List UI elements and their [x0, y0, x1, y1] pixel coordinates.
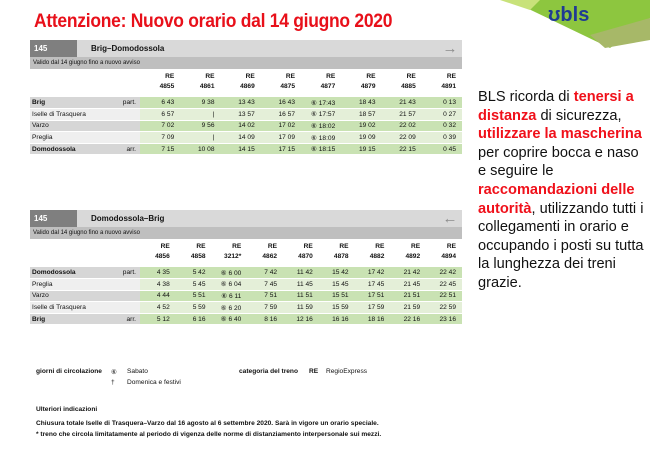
- saturday-label: Sabato: [127, 368, 148, 375]
- table-row: [30, 290, 462, 302]
- time-cell: 13 43: [221, 97, 261, 109]
- time-cell: 12 16: [283, 313, 319, 325]
- time-cell: 0 32: [422, 120, 462, 132]
- notes-heading: Ulteriori indicazioni: [36, 406, 98, 413]
- time-cell: 8 16: [247, 313, 283, 325]
- time-cell: ⑥ 6 20: [212, 302, 248, 314]
- time-cell: 0 45: [422, 143, 462, 155]
- time-cell: ⑥ 6 00: [212, 267, 248, 279]
- timetable: [30, 69, 462, 155]
- train-header: [140, 69, 180, 97]
- line-number: 145: [30, 210, 77, 227]
- train-category: RE: [196, 243, 206, 250]
- time-cell: 18 16: [355, 313, 391, 325]
- time-cell: 21 43: [382, 97, 422, 109]
- time-cell: 6 57: [140, 109, 180, 121]
- stop-type: [105, 302, 140, 314]
- table-row: [30, 279, 462, 291]
- time-cell: 4 35: [140, 267, 176, 279]
- train-category: RE: [160, 243, 170, 250]
- time-cell: 15 51: [319, 290, 355, 302]
- time-cell: 21 42: [390, 267, 426, 279]
- time-cell: 7 09: [140, 132, 180, 144]
- train-category: RE: [326, 73, 336, 80]
- time-cell: 0 27: [422, 109, 462, 121]
- timetable: [30, 239, 462, 325]
- table-row: [30, 302, 462, 314]
- time-cell: 10 08: [180, 143, 220, 155]
- time-cell: 17 09: [261, 132, 301, 144]
- time-cell: 14 02: [221, 120, 261, 132]
- train-category: RE: [410, 243, 421, 250]
- time-cell: 5 12: [140, 313, 176, 325]
- time-cell: 22 42: [426, 267, 462, 279]
- train-category: RE: [446, 243, 456, 250]
- time-cell: 7 59: [247, 302, 283, 314]
- time-cell: 21 59: [390, 302, 426, 314]
- blank-header: [105, 239, 140, 267]
- time-cell: 17 15: [261, 143, 301, 155]
- train-number: 4875: [280, 83, 295, 90]
- msg-text: per coprire bocca e naso e seguire le: [478, 144, 639, 180]
- note-closure: Chiusura totale Iselle di Trasquera–Varzo dal 16 agosto al 6 settembre 2020. Sarà in vigore un orario speciale.: [36, 420, 379, 427]
- time-cell: ⑥ 6 40: [212, 313, 248, 325]
- time-cell: ⑥ 18:09: [301, 132, 341, 144]
- train-number: 4870: [298, 253, 313, 260]
- train-header: [390, 239, 426, 267]
- train-number: 4861: [199, 83, 215, 90]
- line-number: 145: [30, 40, 77, 57]
- time-cell: 11 51: [283, 290, 319, 302]
- table-row: [30, 120, 462, 132]
- time-cell: 17 51: [355, 290, 391, 302]
- safety-message: [478, 88, 650, 293]
- blank-header: [30, 239, 105, 267]
- stop-type: part.: [105, 267, 140, 279]
- direction-arrow-icon: ←: [442, 210, 458, 227]
- bls-logo: ʊbls: [548, 4, 590, 26]
- train-header: [140, 239, 176, 267]
- time-cell: 6 16: [176, 313, 212, 325]
- train-number: 4885: [401, 83, 416, 90]
- table-row: [30, 132, 462, 144]
- train-category: RE: [366, 73, 376, 80]
- notes: [36, 404, 381, 440]
- train-header: [319, 239, 355, 267]
- time-cell: 23 16: [426, 313, 462, 325]
- route-name: Brig–Domodossola: [91, 44, 165, 53]
- time-cell: 17 45: [355, 279, 391, 291]
- time-cell: ⑥ 6 11: [212, 290, 248, 302]
- stop-type: [105, 132, 140, 144]
- train-number: 4891: [441, 83, 456, 90]
- train-category: RE: [339, 243, 349, 250]
- stop-type: [105, 279, 140, 291]
- train-header: [180, 69, 220, 97]
- validity-note: Valido dal 14 giugno fino a nuovo avviso: [30, 227, 462, 239]
- time-cell: ⑥ 6 04: [212, 279, 248, 291]
- station-name: Preglia: [30, 132, 105, 144]
- msg-highlight: utilizzare la mascherina: [478, 126, 642, 143]
- time-cell: 21 45: [390, 279, 426, 291]
- time-cell: 7 45: [247, 279, 283, 291]
- time-cell: 22 02: [382, 120, 422, 132]
- train-header: [221, 69, 261, 97]
- msg-text: BLS ricorda di: [478, 89, 574, 105]
- category-code: RE: [309, 368, 319, 375]
- stop-type: [105, 290, 140, 302]
- station-name: Varzo: [30, 290, 105, 302]
- station-name: Domodossola: [30, 267, 105, 279]
- time-cell: 15 59: [319, 302, 355, 314]
- category-name: RegioExpress: [326, 368, 368, 375]
- train-category: RE: [406, 73, 416, 80]
- train-header: [355, 239, 391, 267]
- time-cell: 17 02: [261, 120, 301, 132]
- time-cell: 5 45: [176, 279, 212, 291]
- train-number: 4879: [360, 83, 376, 90]
- time-cell: 0 13: [422, 97, 462, 109]
- time-cell: 16 16: [319, 313, 355, 325]
- station-name: Domodossola: [30, 143, 105, 155]
- legend: [36, 368, 466, 386]
- train-header-row: [30, 69, 462, 97]
- msg-highlight: raccomandazioni delle autorità: [478, 181, 635, 217]
- note-asterisk: * treno che circola limitatamente al periodo di vigenza delle norme di distanziamento interpersonale sui mezzi.: [36, 431, 382, 438]
- station-name: Iselle di Trasquera: [30, 109, 105, 121]
- time-cell: 4 38: [140, 279, 176, 291]
- train-number: 4862: [262, 253, 278, 260]
- train-category: RE: [375, 243, 385, 250]
- table-row: [30, 109, 462, 121]
- train-category: RE: [446, 73, 456, 80]
- train-number: 4869: [240, 83, 255, 90]
- time-cell: ⑥ 18:02: [301, 120, 341, 132]
- time-cell: 9 56: [180, 120, 220, 132]
- time-cell: 17 42: [355, 267, 391, 279]
- time-cell: 5 59: [176, 302, 212, 314]
- train-header-row: [30, 239, 462, 267]
- train-category: RE: [245, 73, 255, 80]
- timetable-brig-domodossola: [30, 40, 462, 155]
- time-cell: 16 57: [261, 109, 301, 121]
- train-category: RE: [285, 73, 295, 80]
- msg-highlight: tenersi a distanza: [478, 89, 634, 124]
- train-header: [212, 239, 248, 267]
- station-name: Varzo: [30, 120, 105, 132]
- table-row: [30, 97, 462, 109]
- time-cell: 5 42: [176, 267, 212, 279]
- train-number: 4894: [441, 253, 456, 260]
- train-number: 4892: [405, 253, 421, 260]
- train-header: [422, 69, 462, 97]
- time-cell: |: [180, 109, 220, 121]
- time-cell: 4 44: [140, 290, 176, 302]
- train-category: RE: [205, 73, 215, 80]
- saturday-icon: ⑥: [111, 369, 117, 376]
- train-number: 3212*: [224, 253, 242, 260]
- time-cell: 16 43: [261, 97, 301, 109]
- time-cell: |: [180, 132, 220, 144]
- time-cell: 19 02: [341, 120, 381, 132]
- stop-type: arr.: [105, 313, 140, 325]
- train-header: [301, 69, 341, 97]
- stop-type: part.: [105, 97, 140, 109]
- time-cell: 21 57: [382, 109, 422, 121]
- sunday-label: Domenica e festivi: [127, 379, 181, 386]
- table-row: [30, 313, 462, 325]
- page-title: Attenzione: Nuovo orario dal 14 giugno 2020: [34, 11, 393, 32]
- train-header: [247, 239, 283, 267]
- time-cell: 7 42: [247, 267, 283, 279]
- time-cell: 4 52: [140, 302, 176, 314]
- train-number: 4855: [159, 83, 175, 90]
- timetable-domodossola-brig: [30, 210, 462, 325]
- train-number: 4858: [190, 253, 206, 260]
- time-cell: 19 15: [341, 143, 381, 155]
- time-cell: 21 51: [390, 290, 426, 302]
- stop-type: arr.: [105, 143, 140, 155]
- time-cell: ⑥ 18:15: [301, 143, 341, 155]
- time-cell: 22 51: [426, 290, 462, 302]
- route-header: [30, 40, 462, 57]
- time-cell: 22 09: [382, 132, 422, 144]
- time-cell: 17 59: [355, 302, 391, 314]
- time-cell: 15 45: [319, 279, 355, 291]
- time-cell: 7 15: [140, 143, 180, 155]
- time-cell: 15 42: [319, 267, 355, 279]
- route-header: [30, 210, 462, 227]
- train-number: 4877: [320, 83, 336, 90]
- train-number: 4878: [333, 253, 349, 260]
- train-category: RE: [267, 243, 278, 250]
- train-number: 4856: [155, 253, 170, 260]
- direction-arrow-icon: →: [442, 40, 458, 57]
- stop-type: [105, 120, 140, 132]
- time-cell: 6 43: [140, 97, 180, 109]
- blank-header: [105, 69, 140, 97]
- time-cell: 7 02: [140, 120, 180, 132]
- time-cell: 11 42: [283, 267, 319, 279]
- train-header: [382, 69, 422, 97]
- stop-type: [105, 109, 140, 121]
- station-name: Brig: [30, 97, 105, 109]
- time-cell: 22 59: [426, 302, 462, 314]
- train-header: [426, 239, 462, 267]
- time-cell: 18 43: [341, 97, 381, 109]
- station-name: Preglia: [30, 279, 105, 291]
- train-header: [341, 69, 381, 97]
- time-cell: 7 51: [247, 290, 283, 302]
- train-header: [176, 239, 212, 267]
- msg-text: , utilizzando tutti i collegamenti in orario e occupando i posti su tutta la lunghezza dei treni grazie.: [478, 200, 644, 291]
- time-cell: 5 51: [176, 290, 212, 302]
- time-cell: 9 38: [180, 97, 220, 109]
- table-row: [30, 143, 462, 155]
- time-cell: 19 09: [341, 132, 381, 144]
- train-category: RE: [232, 243, 242, 250]
- validity-note: Valido dal 14 giugno fino a nuovo avviso: [30, 57, 462, 69]
- time-cell: 22 15: [382, 143, 422, 155]
- time-cell: ⑥ 17:57: [301, 109, 341, 121]
- blank-header: [30, 69, 105, 97]
- table-row: [30, 267, 462, 279]
- time-cell: 22 45: [426, 279, 462, 291]
- time-cell: ⑥ 17:43: [301, 97, 341, 109]
- time-cell: 14 09: [221, 132, 261, 144]
- train-category: RE: [165, 73, 175, 80]
- train-header: [283, 239, 319, 267]
- days-label: giorni di circolazione: [36, 368, 102, 375]
- time-cell: 18 57: [341, 109, 381, 121]
- category-label: categoria del treno: [239, 368, 298, 375]
- train-category: RE: [303, 243, 313, 250]
- time-cell: 22 16: [390, 313, 426, 325]
- station-name: Brig: [30, 313, 105, 325]
- route-name: Domodossola–Brig: [91, 214, 165, 223]
- time-cell: 14 15: [221, 143, 261, 155]
- sunday-icon: †: [111, 379, 115, 386]
- time-cell: 11 59: [283, 302, 319, 314]
- station-name: Iselle di Trasquera: [30, 302, 105, 314]
- time-cell: 0 39: [422, 132, 462, 144]
- time-cell: 13 57: [221, 109, 261, 121]
- msg-text: di sicurezza,: [536, 107, 622, 124]
- train-header: [261, 69, 301, 97]
- train-number: 4882: [369, 253, 385, 260]
- time-cell: 11 45: [283, 279, 319, 291]
